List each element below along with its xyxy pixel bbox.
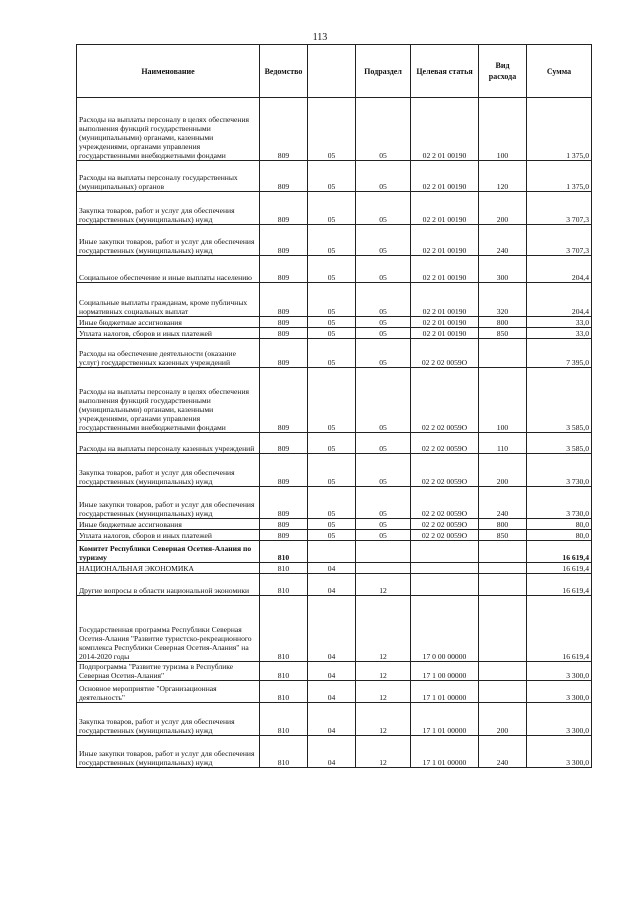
- cell-target-article: 02 2 02 0059О: [411, 530, 479, 541]
- cell-name: Государственная программа Республики Северная Осетия-Алания "Развитие туристско-рекреационного комплекса Республики Северная Осетия-Алания" на 2014-2020 годы: [77, 596, 260, 662]
- cell-expense-type: 850: [479, 328, 527, 339]
- cell-sum: 1 375,0: [527, 161, 592, 192]
- cell-section: 05: [308, 433, 356, 454]
- cell-sum: 33,0: [527, 328, 592, 339]
- cell-name: Иные закупки товаров, работ и услуг для обеспечения государственных (муниципальных) нужд: [77, 736, 260, 768]
- cell-section: 05: [308, 454, 356, 487]
- cell-section: 05: [308, 487, 356, 519]
- cell-expense-type: 240: [479, 225, 527, 256]
- cell-department: 809: [260, 192, 308, 225]
- cell-expense-type: [479, 574, 527, 596]
- cell-target-article: 02 2 01 00190: [411, 328, 479, 339]
- cell-department: 809: [260, 317, 308, 328]
- cell-expense-type: 200: [479, 454, 527, 487]
- table-row: [77, 596, 592, 662]
- cell-expense-type: 800: [479, 317, 527, 328]
- cell-name: Закупка товаров, работ и услуг для обеспечения государственных (муниципальных) нужд: [77, 192, 260, 225]
- header-subsection: Подраздел: [356, 45, 411, 98]
- cell-subsection: [356, 563, 411, 574]
- cell-subsection: 12: [356, 596, 411, 662]
- cell-sum: 3 300,0: [527, 736, 592, 768]
- cell-department: 809: [260, 225, 308, 256]
- cell-department: 810: [260, 574, 308, 596]
- cell-department: 809: [260, 433, 308, 454]
- cell-section: 04: [308, 563, 356, 574]
- cell-target-article: [411, 563, 479, 574]
- cell-sum: 3 300,0: [527, 662, 592, 681]
- cell-expense-type: [479, 339, 527, 368]
- cell-sum: 3 300,0: [527, 681, 592, 703]
- cell-expense-type: 850: [479, 530, 527, 541]
- cell-expense-type: 320: [479, 283, 527, 317]
- cell-section: 05: [308, 283, 356, 317]
- cell-section: 05: [308, 368, 356, 433]
- cell-subsection: 05: [356, 283, 411, 317]
- cell-subsection: 12: [356, 681, 411, 703]
- table-row: [77, 433, 592, 454]
- cell-section: 04: [308, 596, 356, 662]
- cell-sum: 16 619,4: [527, 563, 592, 574]
- cell-subsection: 12: [356, 736, 411, 768]
- table-row: [77, 454, 592, 487]
- cell-subsection: 05: [356, 161, 411, 192]
- cell-department: 810: [260, 681, 308, 703]
- cell-department: 810: [260, 541, 308, 563]
- cell-department: 809: [260, 328, 308, 339]
- cell-target-article: 02 2 02 0059О: [411, 339, 479, 368]
- cell-target-article: 02 2 01 00190: [411, 192, 479, 225]
- cell-expense-type: [479, 541, 527, 563]
- cell-target-article: 02 2 02 0059О: [411, 368, 479, 433]
- cell-section: [308, 541, 356, 563]
- cell-section: 04: [308, 662, 356, 681]
- header-target-article: Целевая статья: [411, 45, 479, 98]
- table-row: [77, 681, 592, 703]
- cell-subsection: 05: [356, 519, 411, 530]
- cell-target-article: 02 2 01 00190: [411, 161, 479, 192]
- cell-name: Иные бюджетные ассигнования: [77, 317, 260, 328]
- cell-name: Расходы на обеспечение деятельности (оказание услуг) государственных казенных учреждений: [77, 339, 260, 368]
- cell-subsection: 05: [356, 256, 411, 283]
- cell-sum: 16 619,4: [527, 574, 592, 596]
- cell-department: 809: [260, 283, 308, 317]
- cell-target-article: 17 0 00 00000: [411, 596, 479, 662]
- cell-name: Комитет Республики Северная Осетия-Алания по туризму: [77, 541, 260, 563]
- cell-target-article: 02 2 02 0059О: [411, 487, 479, 519]
- cell-department: 809: [260, 519, 308, 530]
- cell-name: Закупка товаров, работ и услуг для обеспечения государственных (муниципальных) нужд: [77, 454, 260, 487]
- cell-section: 04: [308, 736, 356, 768]
- cell-target-article: 02 2 01 00190: [411, 225, 479, 256]
- cell-target-article: 02 2 01 00190: [411, 256, 479, 283]
- cell-sum: 3 707,3: [527, 225, 592, 256]
- cell-expense-type: [479, 563, 527, 574]
- cell-sum: 80,0: [527, 530, 592, 541]
- budget-table: [76, 44, 592, 768]
- cell-name: НАЦИОНАЛЬНАЯ ЭКОНОМИКА: [77, 563, 260, 574]
- cell-subsection: 05: [356, 98, 411, 161]
- cell-subsection: 05: [356, 487, 411, 519]
- cell-target-article: 02 2 01 00190: [411, 317, 479, 328]
- cell-sum: 204,4: [527, 256, 592, 283]
- cell-subsection: [356, 541, 411, 563]
- cell-target-article: 17 1 01 00000: [411, 681, 479, 703]
- table-row: [77, 317, 592, 328]
- cell-department: 810: [260, 596, 308, 662]
- cell-expense-type: 800: [479, 519, 527, 530]
- cell-section: 05: [308, 317, 356, 328]
- cell-subsection: 12: [356, 703, 411, 736]
- cell-section: 05: [308, 192, 356, 225]
- cell-name: Подпрограмма "Развитие туризма в Республике Северная Осетия-Алания": [77, 662, 260, 681]
- cell-department: 810: [260, 736, 308, 768]
- cell-sum: 1 375,0: [527, 98, 592, 161]
- cell-section: 04: [308, 574, 356, 596]
- cell-name: Иные закупки товаров, работ и услуг для обеспечения государственных (муниципальных) нужд: [77, 225, 260, 256]
- cell-name: Социальное обеспечение и иные выплаты населению: [77, 256, 260, 283]
- cell-section: 05: [308, 339, 356, 368]
- cell-subsection: 05: [356, 317, 411, 328]
- cell-sum: 3 585,0: [527, 368, 592, 433]
- cell-expense-type: 110: [479, 433, 527, 454]
- cell-name: Расходы на выплаты персоналу в целях обеспечения выполнения функций государственными (муниципальными) органами, казенными учреждениями, органами управления государственными внебюджетными фондами: [77, 98, 260, 161]
- cell-section: 05: [308, 519, 356, 530]
- cell-expense-type: 200: [479, 192, 527, 225]
- cell-subsection: 05: [356, 225, 411, 256]
- cell-target-article: 17 1 00 00000: [411, 662, 479, 681]
- cell-section: 05: [308, 225, 356, 256]
- cell-expense-type: 240: [479, 736, 527, 768]
- cell-target-article: 17 1 01 00000: [411, 703, 479, 736]
- cell-subsection: 05: [356, 328, 411, 339]
- cell-section: 04: [308, 703, 356, 736]
- table-row: [77, 283, 592, 317]
- table-row: [77, 662, 592, 681]
- cell-subsection: 05: [356, 454, 411, 487]
- cell-name: Основное мероприятие "Организационная деятельность": [77, 681, 260, 703]
- cell-department: 809: [260, 98, 308, 161]
- cell-subsection: 05: [356, 530, 411, 541]
- cell-target-article: 02 2 02 0059О: [411, 519, 479, 530]
- cell-target-article: 02 2 01 00190: [411, 98, 479, 161]
- table-row: [77, 487, 592, 519]
- cell-target-article: [411, 574, 479, 596]
- cell-expense-type: [479, 681, 527, 703]
- cell-department: 810: [260, 563, 308, 574]
- cell-sum: 3 300,0: [527, 703, 592, 736]
- header-department: Ведомство: [260, 45, 308, 98]
- cell-target-article: [411, 541, 479, 563]
- table-row: [77, 368, 592, 433]
- table-header-row: [77, 45, 592, 98]
- cell-sum: 3 585,0: [527, 433, 592, 454]
- cell-subsection: 12: [356, 574, 411, 596]
- cell-sum: 80,0: [527, 519, 592, 530]
- table-row: [77, 225, 592, 256]
- table-row: [77, 530, 592, 541]
- cell-expense-type: 100: [479, 98, 527, 161]
- table-row: [77, 161, 592, 192]
- cell-subsection: 05: [356, 433, 411, 454]
- cell-sum: 7 395,0: [527, 339, 592, 368]
- cell-name: Иные бюджетные ассигнования: [77, 519, 260, 530]
- table-row: [77, 328, 592, 339]
- table-row: [77, 703, 592, 736]
- cell-name: Закупка товаров, работ и услуг для обеспечения государственных (муниципальных) нужд: [77, 703, 260, 736]
- cell-name: Уплата налогов, сборов и иных платежей: [77, 530, 260, 541]
- cell-expense-type: [479, 596, 527, 662]
- table-row: [77, 256, 592, 283]
- cell-subsection: 05: [356, 192, 411, 225]
- table-row: [77, 736, 592, 768]
- cell-department: 809: [260, 368, 308, 433]
- cell-target-article: 02 2 02 0059О: [411, 433, 479, 454]
- cell-department: 809: [260, 256, 308, 283]
- cell-expense-type: 300: [479, 256, 527, 283]
- cell-expense-type: [479, 662, 527, 681]
- cell-section: 05: [308, 161, 356, 192]
- cell-name: Расходы на выплаты персоналу в целях обеспечения выполнения функций государственными (муниципальными) органами, казенными учреждениями, органами управления государственными внебюджетными фондами: [77, 368, 260, 433]
- cell-section: 04: [308, 681, 356, 703]
- cell-sum: 3 730,0: [527, 454, 592, 487]
- header-expense-type: Вид расхода: [479, 45, 527, 98]
- cell-department: 809: [260, 161, 308, 192]
- cell-department: 810: [260, 703, 308, 736]
- header-name: Наименование: [77, 45, 260, 98]
- cell-department: 809: [260, 339, 308, 368]
- cell-name: Социальные выплаты гражданам, кроме публичных нормативных социальных выплат: [77, 283, 260, 317]
- table-row: [77, 192, 592, 225]
- table-row: [77, 339, 592, 368]
- cell-expense-type: 200: [479, 703, 527, 736]
- cell-target-article: 02 2 01 00190: [411, 283, 479, 317]
- cell-name: Иные закупки товаров, работ и услуг для обеспечения государственных (муниципальных) нужд: [77, 487, 260, 519]
- cell-department: 809: [260, 454, 308, 487]
- table-row: [77, 574, 592, 596]
- cell-expense-type: 240: [479, 487, 527, 519]
- cell-sum: 16 619,4: [527, 596, 592, 662]
- cell-expense-type: 100: [479, 368, 527, 433]
- cell-department: 809: [260, 487, 308, 519]
- table-row: [77, 563, 592, 574]
- cell-sum: 3 707,3: [527, 192, 592, 225]
- cell-sum: 16 619,4: [527, 541, 592, 563]
- cell-subsection: 05: [356, 368, 411, 433]
- header-section: [308, 45, 356, 98]
- table-row: [77, 519, 592, 530]
- table-row: [77, 541, 592, 563]
- cell-section: 05: [308, 98, 356, 161]
- cell-name: Другие вопросы в области национальной экономики: [77, 574, 260, 596]
- cell-name: Уплата налогов, сборов и иных платежей: [77, 328, 260, 339]
- cell-name: Расходы на выплаты персоналу казенных учреждений: [77, 433, 260, 454]
- cell-department: 810: [260, 662, 308, 681]
- cell-sum: 204,4: [527, 283, 592, 317]
- cell-department: 809: [260, 530, 308, 541]
- cell-expense-type: 120: [479, 161, 527, 192]
- cell-name: Расходы на выплаты персоналу государственных (муниципальных) органов: [77, 161, 260, 192]
- page-number: 113: [312, 32, 328, 43]
- cell-subsection: 05: [356, 339, 411, 368]
- cell-section: 05: [308, 256, 356, 283]
- table-body: [77, 98, 592, 768]
- cell-sum: 33,0: [527, 317, 592, 328]
- cell-subsection: 12: [356, 662, 411, 681]
- cell-section: 05: [308, 530, 356, 541]
- cell-sum: 3 730,0: [527, 487, 592, 519]
- header-sum: Сумма: [527, 45, 592, 98]
- table-row: [77, 98, 592, 161]
- cell-target-article: 02 2 02 0059О: [411, 454, 479, 487]
- cell-target-article: 17 1 01 00000: [411, 736, 479, 768]
- cell-section: 05: [308, 328, 356, 339]
